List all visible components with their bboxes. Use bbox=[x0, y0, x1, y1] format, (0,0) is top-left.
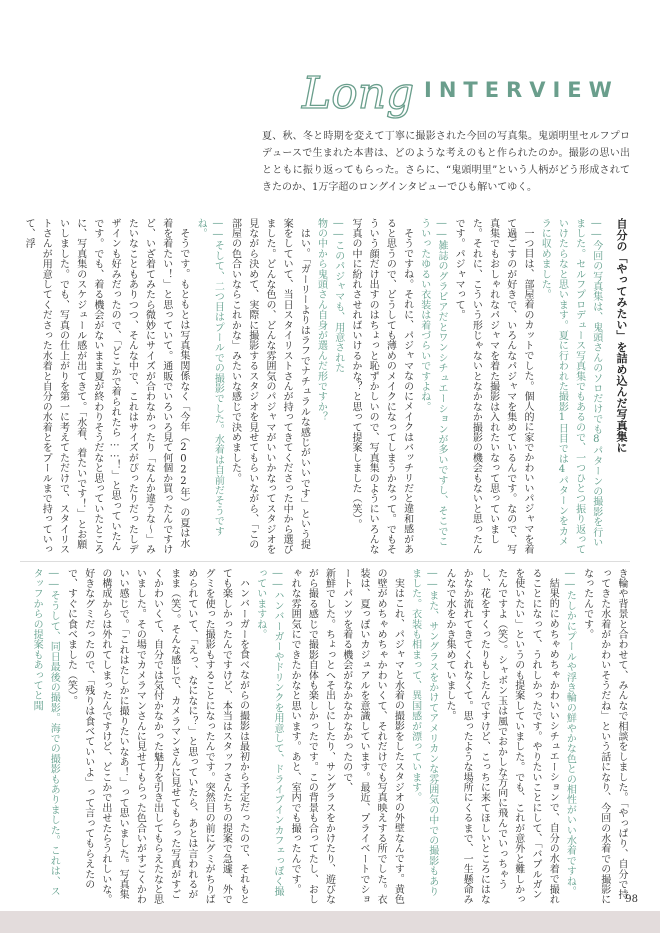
question-paragraph: ――そして、二つ目はプールでの撮影でした。水着は自前だそうですね。 bbox=[195, 218, 224, 537]
answer-paragraph: 新鮮でした。ちょっとへそ出しにしたり、サングラスをかけたり、遊びながら撮る感じで撮影自体も楽しかったです。この背景も合ってたし、おしゃれな雰囲気にできたかなと思います。あと、室内でも撮ったんです。 bbox=[289, 568, 335, 905]
question-paragraph: ――たしかにプールや浮き輪の鮮やかな色との相性がいい水着ですね。 bbox=[564, 568, 576, 897]
answer-paragraph: 実はこれ、パジャマと水着の撮影をしたスタジオの外壁なんです。黄色の壁がめちゃめちゃかわいくて、それだけでも写真映えする所でした。衣装は、夏っぽいカジュアルを意識しています。最近、プライベートでショートパンツを着る機会がなかなかなかったので、 bbox=[340, 568, 404, 905]
page-number: 98 bbox=[625, 894, 638, 905]
answer-paragraph: 一つ目は、部屋着のカットでした。個人的に家でかわいいパジャマを着て過ごすのが好きで、いろんなパジャマを集めているんです。なので、写真集でもおしゃれなパジャマを着た撮影は入れたいなって思っていました。それに、こういう形じゃないとなかなか撮影の機会もないと思ったんです。パジャマって。 bbox=[453, 218, 533, 555]
script-word: Long bbox=[302, 68, 415, 119]
answer-paragraph: ハンバーガーを食べながらの撮影は最初から予定だったので、それもとても楽しかったんですけど、本当はスタッフさんたちの提案で急遽、外でグミを使った撮影もすることになったんです。突然目の前にグミがちりばめられていて、「えっ、なになに？」と思っていたら、あとは言われるがまま（笑）。そんな感じで、カメラマンさんに見せてもらった写真がすごくかわいくて、自分では気付かなかった魅力を引き出してもらえたなと思いました。その場でカメラマンさんに見せてもらった色合いがすごくかわいい感じで。「これはたしかに撮りたいなあ！」って思いました。写真集の構成からは外れてしまったんですけど、どこかで出せたらうれしいな。好きなグミだったので、「残りは食べていいよ」って言ってもらえたので、すぐに食べました（笑）。 bbox=[65, 568, 249, 905]
question-paragraph: ――ハンバーガーやドリンクを用意して、ドライブインカフェっぽく撮っていますね。 bbox=[254, 568, 283, 897]
long-script-logo bbox=[300, 64, 430, 122]
answer-paragraph: はい。「ガーリーよりはラフでナチュラルな感じがいいです」という提案をしていて、当日スタイリストさんが持ってきてくださった中から選びました。どんな色の、どんな雰囲気のパジャマがいいかなってスタジオを見ながら決めて、実際に撮影するスタジオを見せてもらいながら、「この部屋の色合いならこれかな」みたいな感じで決めました。 bbox=[229, 218, 310, 555]
body-row-top bbox=[20, 218, 630, 556]
lead-paragraph bbox=[262, 128, 630, 196]
body-row-bottom bbox=[20, 568, 630, 906]
answer-paragraph: き輪や背景と合わせて、みんなで相談をしました。「やっぱり、自分で持ってきた水着がかわいそうだね」という話になり、今回の水着での撮影になったんです。 bbox=[581, 568, 627, 905]
question-paragraph: ――雑誌のグラビアだとワンシチュエーションが多いですし、そこでこういったゆるい衣装は着づらいですよね。 bbox=[418, 218, 447, 547]
section-heading: 自分の「やってみたい」を詰め込んだ写真集に bbox=[615, 218, 628, 454]
answer-paragraph: そうです。もともとは写真集関係なく「今年（2022年）の夏は水着を着たい！」と思っていて。通販でいろいろ見て何個か買ったんですけど、いざ着てみたら微妙にサイズが合わなかったり「なんか違うな〜」みたいなこともありつつ、そんな中で、これはサイズがぴったりだったしデザインも好みだったので、「どこかで着られたら……！」と思っていたんです。でも、着る機会がないまま夏が終わりそうだなと思っていたところに、写真集のスケジュール感が出てきて。「水着、着たいです！」とお願いしました。でも、写真の仕上がりを第一に考えてただけで、スタイリストさんが用意してくださった水着と自分の水着とをプールまで持っていって、浮 bbox=[23, 218, 189, 555]
question-paragraph: ――このパジャマも、用意された bbox=[332, 218, 344, 373]
interview-logo bbox=[300, 64, 640, 124]
footer-band bbox=[0, 911, 660, 933]
interview-body bbox=[20, 218, 630, 908]
interview-title: INTERVIEW bbox=[424, 78, 619, 102]
question-paragraph: ――そうして、同日最後の撮影。海での撮影もありました。これは、スタッフからの提案もあってと聞 bbox=[31, 568, 60, 897]
question-paragraph: ――今回の写真集は、鬼頭さんのソロだけでも8パターンの撮影を行いました。セルフプロデュース写真集でもあるので、一つひとつ振り返っていけたらなと思います。夏に行われた撮影1日目では4パターンをカメラに収めました。 bbox=[539, 218, 602, 555]
lead-text: 夏、秋、冬と時期を変えて丁寧に撮影された今回の写真集。鬼頭明里セルフプロデュースで生まれた本書は、どのような考えのもと作られたのか。撮影の思い出とともに振り返ってもらった。さらに、“鬼頭明里”という人柄がどう形成されてきたのか、1万字超のロングインタビューでひも解いてゆく。 bbox=[262, 131, 630, 193]
answer-paragraph: 結果的にめちゃめちゃかわいいシチュエーションで、自分の水着で撮れることになって、うれしかったです。やりたいことにして、「バブルガンを使いたい」というのも提案していました。でも、これが意外と難しかったんですよ（笑）。シャボン玉は風でおかしな方向に飛んでいっちゃうし、花をすくったりもしたんですけど、こっちに来てほしいところにはなかなか流れてきてくれなくて。思ったような場所にくるまで、一生懸命みんなで水をかき集めていました。 bbox=[443, 568, 559, 905]
answer-paragraph: そうですね。それに、パジャマなのにメイクはバッチリだと違和感があると思うので、どうしても薄めのメイクになってしまうかなって。でもそういう顔だけ出すのはちょっと恥ずかしいので、写真集のようにいろんな写真の中に紛れさせればいけるかな？と思って提案しました（笑）。 bbox=[349, 218, 413, 555]
row-divider bbox=[20, 561, 630, 562]
question-paragraph: 物の中から鬼頭さん自身が選んだ形ですか？ bbox=[315, 218, 327, 422]
question-paragraph: ――また、サングラスをかけてアメリカンな雰囲気の中での撮影もありました。衣装も相まって、異国感が漂っています。 bbox=[409, 568, 438, 897]
